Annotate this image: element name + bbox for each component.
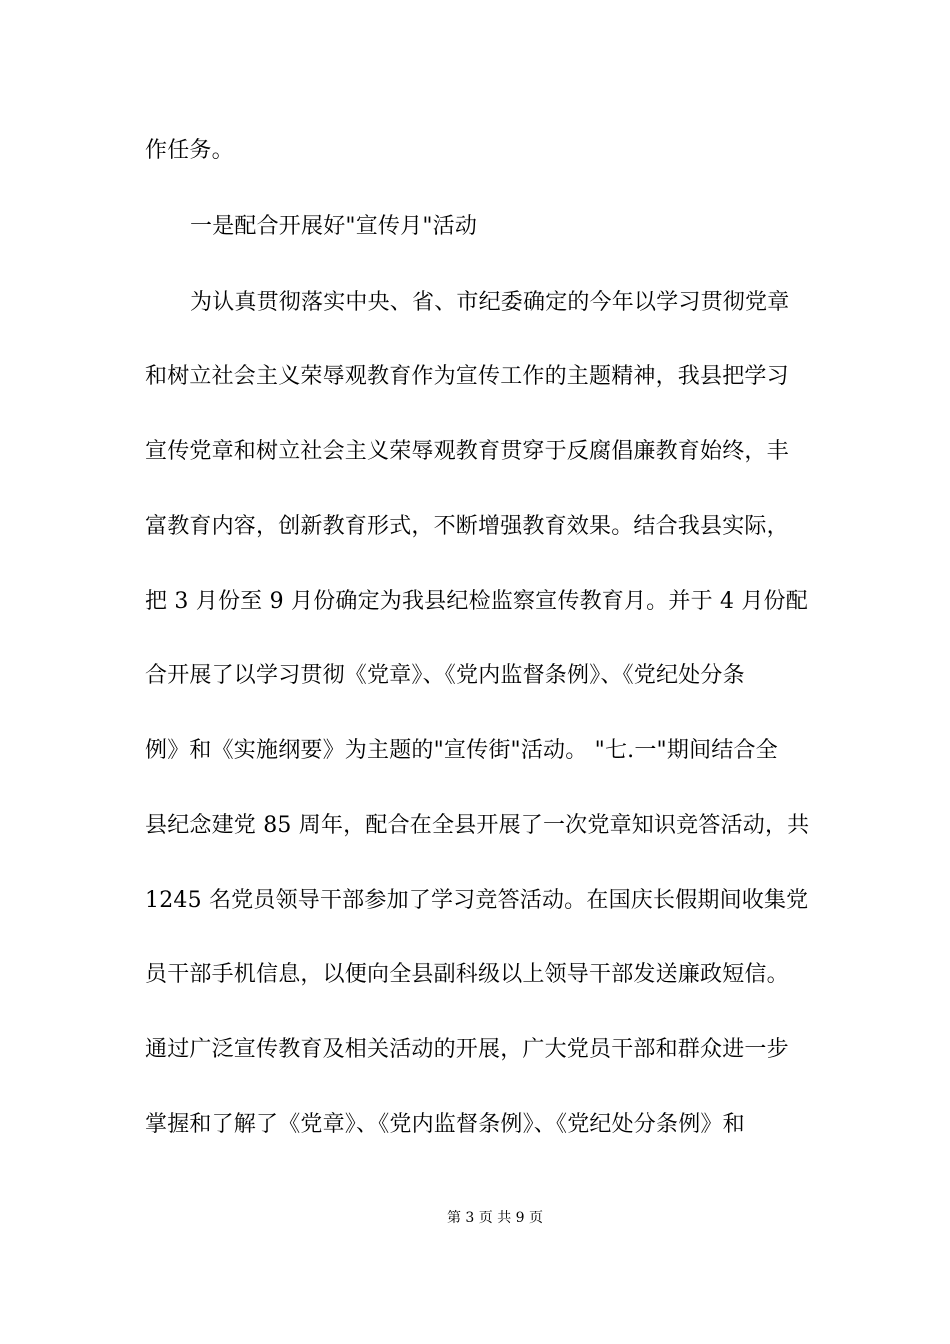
section-heading: 一是配合开展好"宣传月"活动	[190, 214, 478, 239]
body-line: 1245 名党员领导干部参加了学习竞答活动。在国庆长假期间收集党	[145, 888, 809, 913]
body-line: 宣传党章和树立社会主义荣辱观教育贯穿于反腐倡廉教育始终，丰	[145, 439, 789, 464]
body-line: 掌握和了解了《党章》、《党内监督条例》、《党纪处分条例》和	[145, 1112, 745, 1137]
body-line: 把 3 月份至 9 月份确定为我县纪检监察宣传教育月。并于 4 月份配	[145, 589, 808, 614]
body-line: 合开展了以学习贯彻《党章》、《党内监督条例》、《党纪处分条	[145, 663, 745, 688]
body-line: 作任务。	[145, 138, 234, 163]
page-number-footer: 第 3 页 共 9 页	[446, 1210, 544, 1226]
body-line: 富教育内容，创新教育形式，不断增强教育效果。结合我县实际，	[145, 514, 789, 539]
body-line: 员干部手机信息，以便向全县副科级以上领导干部发送廉政短信。	[145, 962, 789, 987]
body-line: 通过广泛宣传教育及相关活动的开展，广大党员干部和群众进一步	[145, 1037, 789, 1062]
body-line: 和树立社会主义荣辱观教育作为宣传工作的主题精神，我县把学习	[145, 364, 789, 389]
body-line: 县纪念建党 85 周年，配合在全县开展了一次党章知识竞答活动，共	[145, 813, 810, 838]
body-line: 为认真贯彻落实中央、省、市纪委确定的今年以学习贯彻党章	[190, 290, 790, 315]
body-line: 例》和《实施纲要》为主题的"宣传街"活动。 "七.一"期间结合全	[145, 738, 778, 763]
